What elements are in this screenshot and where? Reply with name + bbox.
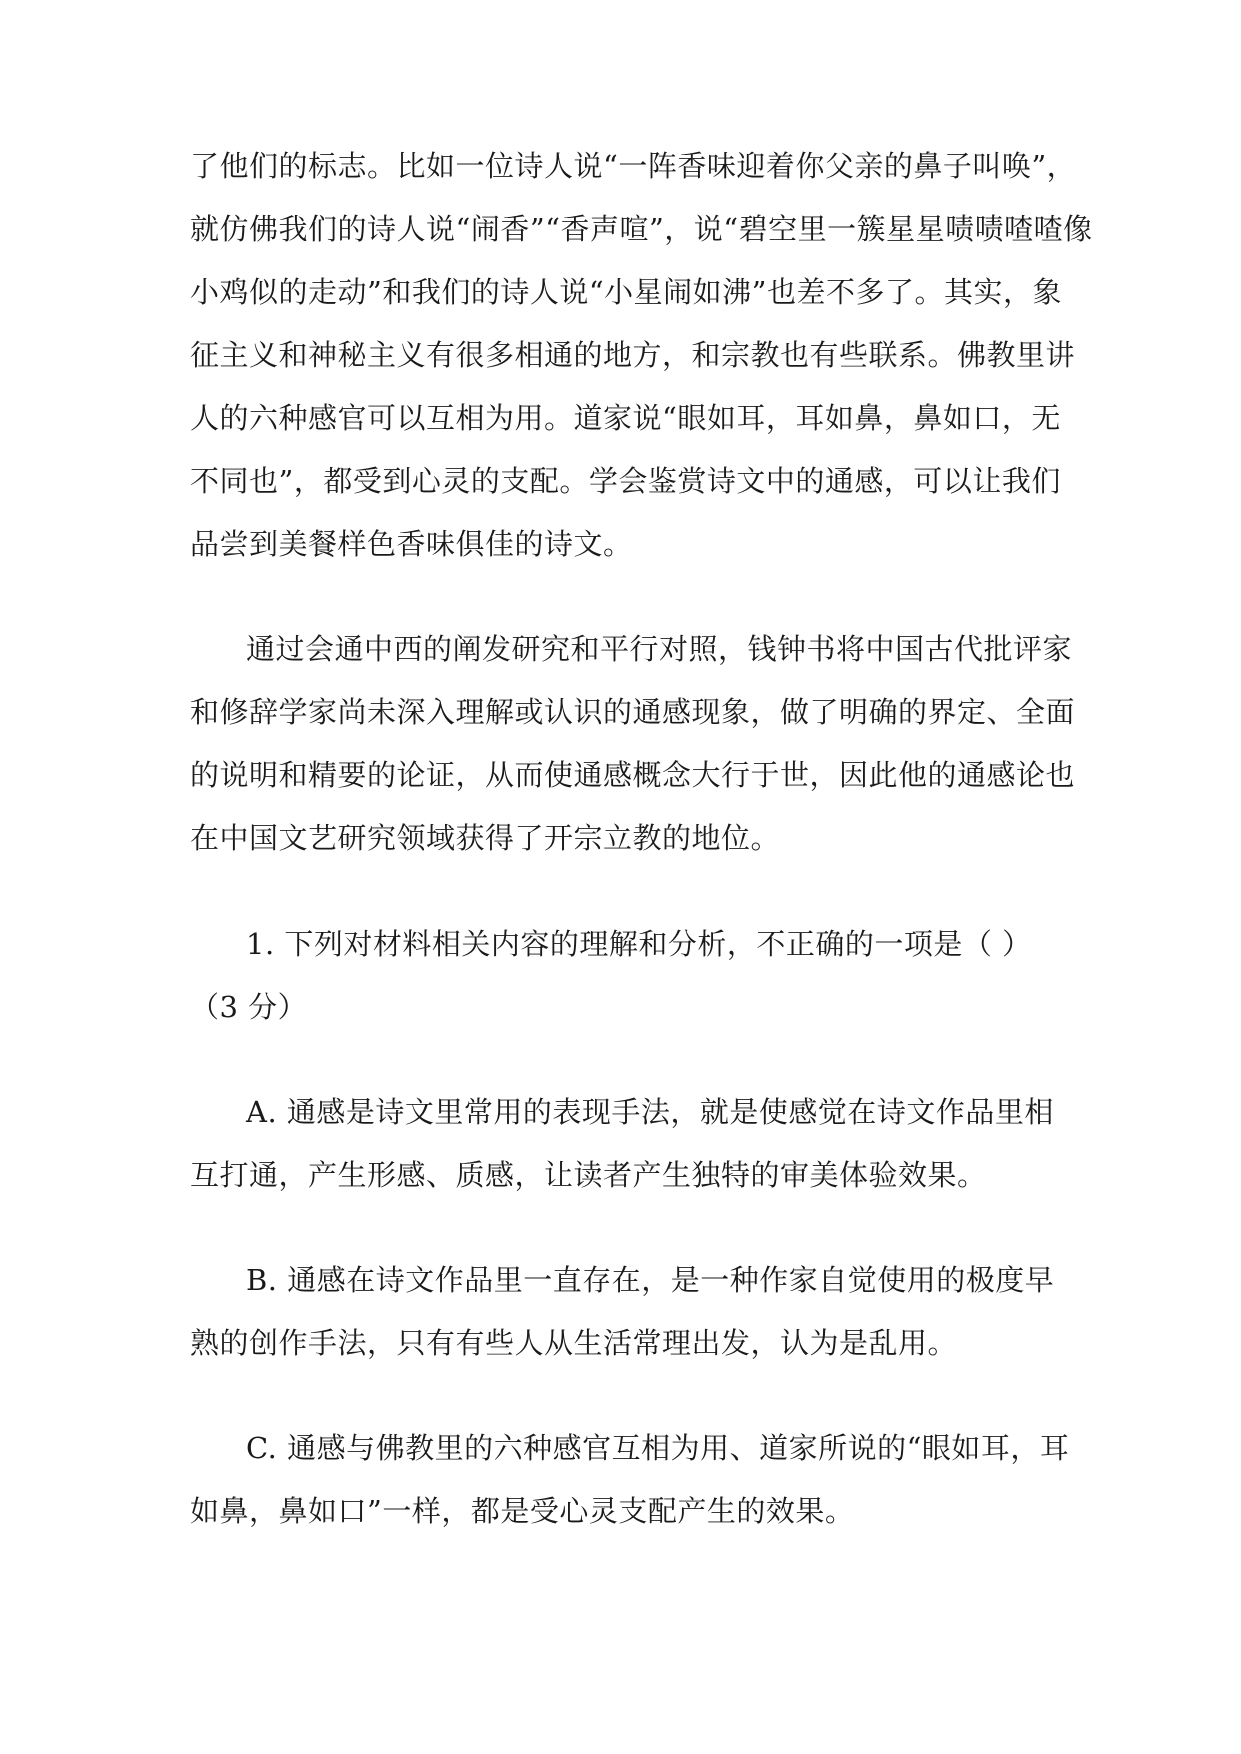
paragraph-line: 人的六种感官可以互相为用。道家说“眼如耳，耳如鼻，鼻如口，无 [190, 401, 1061, 435]
paragraph-line: 品尝到美餐样色香味俱佳的诗文。 [190, 527, 633, 561]
question-score: （3 分） [190, 990, 308, 1024]
question-stem: 1. 下列对材料相关内容的理解和分析，不正确的一项是（ ） [246, 927, 1032, 961]
paragraph-line: 了他们的标志。比如一位诗人说“一阵香味迎着你父亲的鼻子叫唤”， [190, 149, 1077, 183]
paragraph-line: 小鸡似的走动”和我们的诗人说“小星闹如沸”也差不多了。其实，象 [190, 275, 1062, 309]
paragraph-line: 就仿佛我们的诗人说“闹香”“香声喧”，说“碧空里一簇星星啧啧喳喳像 [190, 212, 1093, 246]
paragraph-line: 不同也”，都受到心灵的支配。学会鉴赏诗文中的通感，可以让我们 [190, 464, 1061, 498]
option-line: 熟的创作手法，只有有些人从生活常理出发，认为是乱用。 [190, 1326, 958, 1360]
paragraph-line: 通过会通中西的阐发研究和平行对照，钱钟书将中国古代批评家 [246, 632, 1073, 666]
paragraph-line: 征主义和神秘主义有很多相通的地方，和宗教也有些联系。佛教里讲 [190, 338, 1076, 372]
option-line: 如鼻，鼻如口”一样，都是受心灵支配产生的效果。 [190, 1494, 855, 1528]
paragraph-line: 在中国文艺研究领域获得了开宗立教的地位。 [190, 821, 781, 855]
option-line: B. 通感在诗文作品里一直存在，是一种作家自觉使用的极度早 [246, 1263, 1055, 1297]
option-line: C. 通感与佛教里的六种感官互相为用、道家所说的“眼如耳，耳 [246, 1431, 1070, 1465]
paragraph-line: 的说明和精要的论证，从而使通感概念大行于世，因此他的通感论也 [190, 758, 1076, 792]
option-line: A. 通感是诗文里常用的表现手法，就是使感觉在诗文作品里相 [246, 1095, 1054, 1129]
paragraph-line: 和修辞学家尚未深入理解或认识的通感现象，做了明确的界定、全面 [190, 695, 1076, 729]
option-line: 互打通，产生形感、质感，让读者产生独特的审美体验效果。 [190, 1158, 987, 1192]
